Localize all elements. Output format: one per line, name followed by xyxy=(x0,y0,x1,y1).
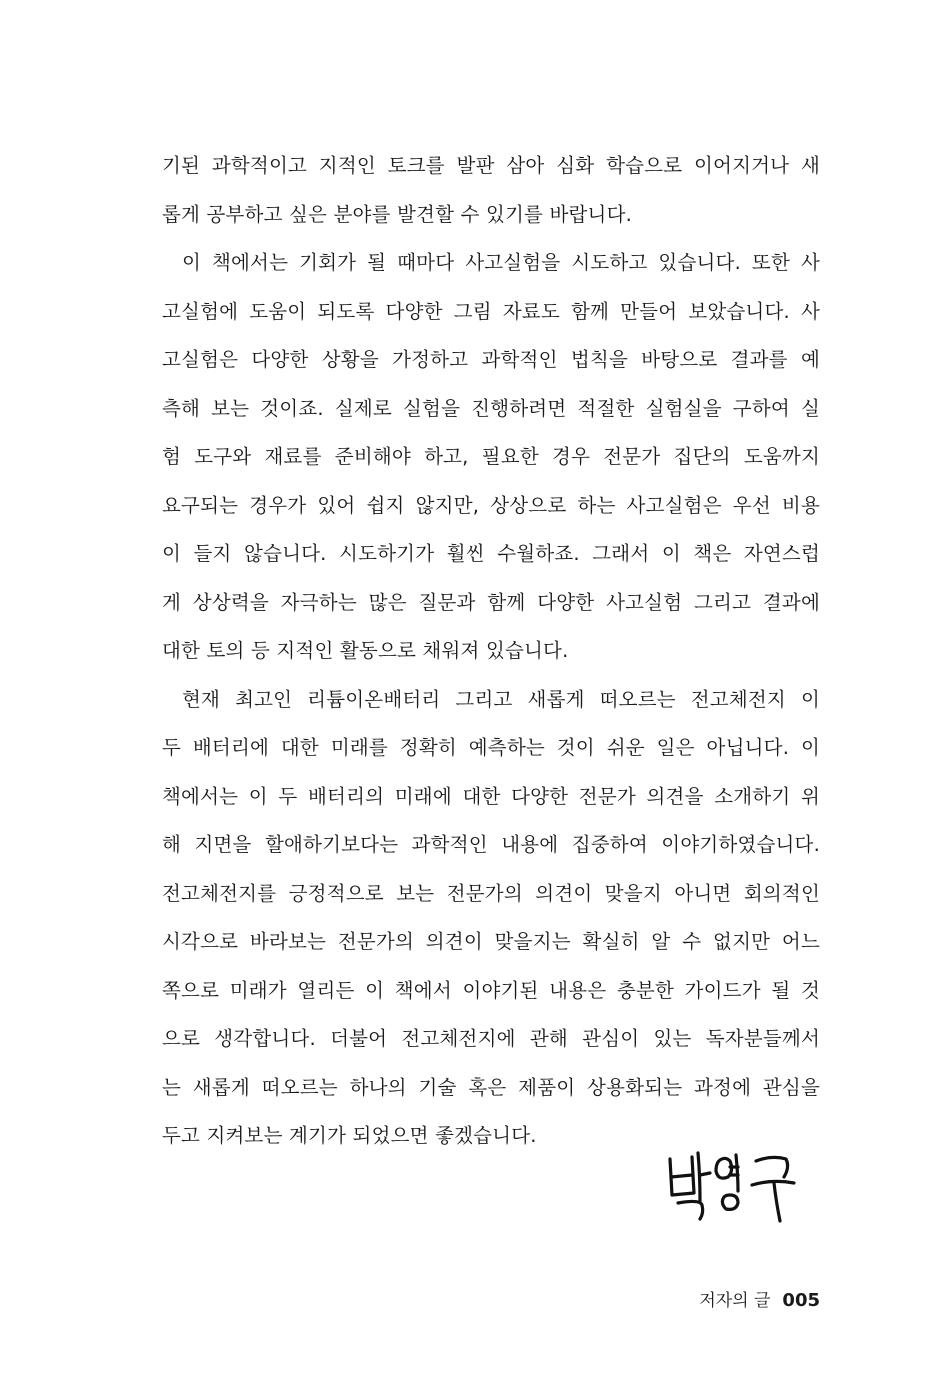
author-signature xyxy=(660,1145,820,1225)
preface-text-block xyxy=(162,142,820,1161)
text-line: 게 상상력을 자극하는 많은 질문과 함께 다양한 사고실험 그리고 결과에 xyxy=(162,590,820,614)
text-line: 쪽으로 미래가 열리든 이 책에서 이야기된 내용은 충분한 가이드가 될 것 xyxy=(162,978,820,1002)
text-line: 전고체전지를 긍정적으로 보는 전문가의 의견이 맞을지 아니면 회의적인 xyxy=(162,881,820,905)
text-line: 고실험은 다양한 상황을 가정하고 과학적인 법칙을 바탕으로 결과를 예 xyxy=(162,348,820,371)
text-line: 는 새롭게 떠오르는 하나의 기술 혹은 제품이 상용화되는 과정에 관심을 xyxy=(162,1075,820,1099)
page-footer xyxy=(699,1286,820,1311)
section-label: 저자의 글 xyxy=(699,1291,771,1311)
text-line: 이 들지 않습니다. 시도하기가 훨씬 수월하죠. 그래서 이 책은 자연스럽 xyxy=(162,542,820,565)
text-line: 롭게 공부하고 싶은 분야를 발견할 수 있기를 바랍니다. xyxy=(162,202,633,226)
text-line: 해 지면을 할애하기보다는 과학적인 내용에 집중하여 이야기하였습니다. xyxy=(162,833,820,856)
text-line: 책에서는 이 두 배터리의 미래에 대한 다양한 전문가 의견을 소개하기 위 xyxy=(162,784,820,808)
text-line: 두 배터리에 대한 미래를 정확히 예측하는 것이 쉬운 일은 아닙니다. 이 xyxy=(162,736,820,759)
text-line: 이 책에서는 기회가 될 때마다 사고실험을 시도하고 있습니다. 또한 사 xyxy=(182,251,820,274)
text-line: 고실험에 도움이 되도록 다양한 그림 자료도 함께 만들어 보았습니다. 사 xyxy=(162,299,820,323)
text-line: 대한 토의 등 지적인 활동으로 채워져 있습니다. xyxy=(162,639,569,662)
text-line: 험 도구와 재료를 준비해야 하고, 필요한 경우 전문가 집단의 도움까지 xyxy=(162,445,820,468)
page-number: 005 xyxy=(782,1290,820,1311)
text-line: 두고 지켜보는 계기가 되었으면 좋겠습니다. xyxy=(162,1124,537,1147)
text-line: 현재 최고인 리튬이온배터리 그리고 새롭게 떠오르는 전고체전지 이 xyxy=(182,687,820,711)
text-line: 시각으로 바라보는 전문가의 의견이 맞을지는 확실히 알 수 없지만 어느 xyxy=(162,930,820,953)
text-line: 측해 보는 것이죠. 실제로 실험을 진행하려면 적절한 실험실을 구하여 실 xyxy=(162,396,820,420)
text-line: 으로 생각합니다. 더불어 전고체전지에 관해 관심이 있는 독자분들께서 xyxy=(162,1027,820,1050)
text-line: 기된 과학적이고 지적인 토크를 발판 삼아 심화 학습으로 이어지거나 새 xyxy=(162,154,820,177)
text-line: 요구되는 경우가 있어 쉽지 않지만, 상상으로 하는 사고실험은 우선 비용 xyxy=(162,493,820,517)
